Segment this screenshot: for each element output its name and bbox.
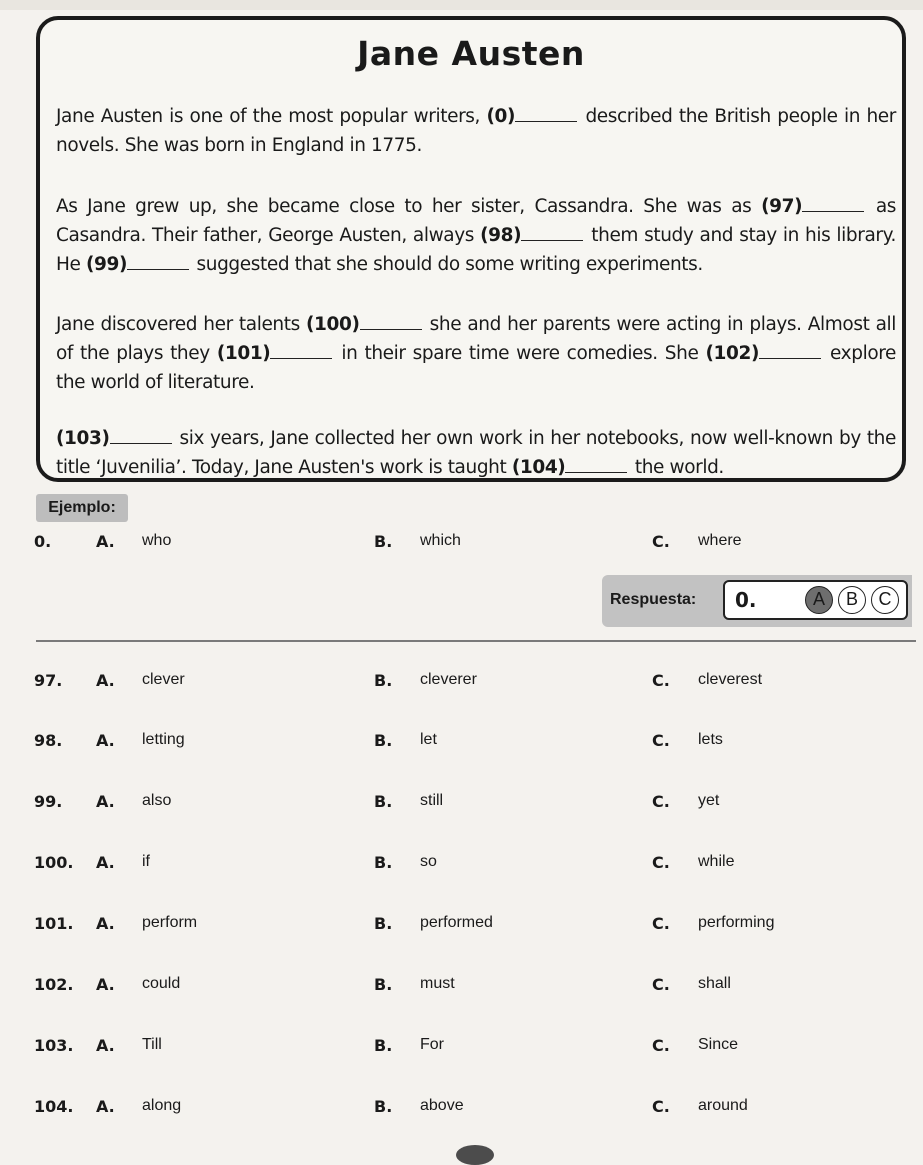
- example-letter-b: B.: [374, 532, 393, 551]
- option-c[interactable]: Since: [698, 1036, 739, 1053]
- letter-a: A.: [96, 1097, 115, 1116]
- gap-102-number: (102): [705, 343, 759, 364]
- answer-label: Respuesta:: [610, 591, 697, 608]
- answer-box: [602, 575, 912, 627]
- option-b[interactable]: cleverer: [420, 671, 477, 688]
- question-row: [0, 848, 923, 878]
- letter-b: B.: [374, 853, 393, 872]
- question-row: [0, 726, 923, 756]
- option-b[interactable]: above: [420, 1097, 464, 1114]
- example-letter-a: A.: [96, 532, 115, 551]
- paragraph-4: (103) six years, Jane collected her own work in her notebooks, now well-known by the title ‘Juvenilia’. Today, Jane Austen's work is taught (104) the world.: [56, 428, 896, 478]
- passage-title: Jane Austen: [357, 34, 585, 73]
- option-a[interactable]: perform: [142, 914, 198, 931]
- example-option-c[interactable]: where: [698, 532, 742, 549]
- answer-bubble-b[interactable]: B: [838, 586, 866, 614]
- letter-c: C.: [652, 792, 670, 811]
- question-number: 102.: [34, 975, 74, 994]
- page-top-edge: [0, 0, 923, 10]
- option-c[interactable]: cleverest: [698, 671, 763, 688]
- section-divider: [36, 640, 916, 642]
- option-c[interactable]: yet: [698, 792, 720, 809]
- gap-104-number: (104): [511, 457, 566, 478]
- letter-b: B.: [374, 914, 393, 933]
- gap-0-number: (0): [486, 106, 516, 127]
- gap-101-blank: [270, 342, 332, 359]
- gap-98-number: (98): [480, 225, 522, 246]
- gap-0-blank: [515, 105, 577, 122]
- letter-a: A.: [96, 1036, 115, 1055]
- gap-98-blank: [521, 224, 583, 241]
- letter-a: A.: [96, 853, 115, 872]
- option-b[interactable]: performed: [420, 914, 493, 931]
- letter-a: A.: [96, 792, 115, 811]
- letter-c: C.: [652, 1097, 670, 1116]
- example-tag: Ejemplo:: [36, 494, 128, 522]
- question-row: [0, 1092, 923, 1122]
- letter-b: B.: [374, 792, 393, 811]
- question-number: 99.: [34, 792, 63, 811]
- question-row: [0, 787, 923, 817]
- letter-b: B.: [374, 975, 393, 994]
- option-a[interactable]: could: [142, 975, 181, 992]
- paragraph-3: Jane discovered her talents (100) she and her parents were acting in plays. Almost all of the plays they (101) in their spare time were comedies. She (102) explore the world of literature.: [56, 314, 897, 393]
- question-number: 103.: [34, 1036, 74, 1055]
- letter-c: C.: [652, 853, 670, 872]
- question-row: [0, 970, 923, 1000]
- gap-100-number: (100): [306, 314, 360, 335]
- letter-c: C.: [652, 914, 670, 933]
- option-a[interactable]: clever: [142, 671, 185, 688]
- question-row: [0, 909, 923, 939]
- question-number: 104.: [34, 1097, 74, 1116]
- example-number: 0.: [34, 532, 52, 551]
- answer-bubble-c[interactable]: C: [871, 586, 899, 614]
- letter-b: B.: [374, 671, 393, 690]
- option-a[interactable]: if: [142, 853, 150, 870]
- letter-a: A.: [96, 731, 115, 750]
- gap-103-blank: [110, 427, 172, 444]
- question-number: 100.: [34, 853, 74, 872]
- letter-c: C.: [652, 731, 670, 750]
- passage-box: [36, 16, 906, 482]
- option-c[interactable]: lets: [698, 731, 723, 748]
- option-c[interactable]: around: [698, 1097, 748, 1114]
- option-b[interactable]: so: [420, 853, 437, 870]
- paragraph-1: Jane Austen is one of the most popular writers, (0) described the British people in her novels. She was born in England in 1775.: [56, 106, 896, 156]
- question-row: [0, 1031, 923, 1061]
- gap-100-blank: [360, 313, 422, 330]
- question-number: 101.: [34, 914, 74, 933]
- gap-97-blank: [802, 195, 864, 212]
- gap-99-number: (99): [85, 254, 128, 275]
- option-a[interactable]: also: [142, 792, 172, 809]
- option-a[interactable]: Till: [142, 1036, 162, 1053]
- example-option-a[interactable]: who: [142, 532, 172, 549]
- letter-c: C.: [652, 671, 670, 690]
- letter-a: A.: [96, 671, 115, 690]
- gap-102-blank: [759, 342, 821, 359]
- option-b[interactable]: must: [420, 975, 455, 992]
- gap-97-number: (97): [761, 196, 803, 217]
- letter-c: C.: [652, 1036, 670, 1055]
- question-row: [0, 666, 923, 696]
- option-c[interactable]: shall: [698, 975, 731, 992]
- letter-b: B.: [374, 1097, 393, 1116]
- question-number: 98.: [34, 731, 63, 750]
- letter-c: C.: [652, 975, 670, 994]
- option-b[interactable]: still: [420, 792, 444, 809]
- option-b[interactable]: For: [420, 1036, 444, 1053]
- letter-a: A.: [96, 914, 115, 933]
- gap-104-blank: [565, 456, 627, 473]
- answer-sheet: [723, 580, 908, 620]
- example-option-b[interactable]: which: [420, 532, 461, 549]
- gap-101-number: (101): [216, 343, 271, 364]
- option-b[interactable]: let: [420, 731, 437, 748]
- option-a[interactable]: letting: [142, 731, 185, 748]
- option-c[interactable]: performing: [698, 914, 775, 931]
- answer-bubble-a[interactable]: A: [805, 586, 833, 614]
- example-row: [0, 527, 923, 557]
- option-a[interactable]: along: [142, 1097, 182, 1114]
- question-number: 97.: [34, 671, 63, 690]
- letter-b: B.: [374, 1036, 393, 1055]
- paragraph-2: As Jane grew up, she became close to her sister, Cassandra. She was as (97) as Casandra. Their father, George Austen, always (98) them study and stay in his library. He (99) suggested that she should do some writing experiments.: [56, 196, 896, 275]
- gap-99-blank: [127, 253, 189, 270]
- answer-number: 0.: [735, 588, 757, 612]
- example-letter-c: C.: [652, 532, 670, 551]
- page-number-badge: [456, 1145, 494, 1165]
- letter-a: A.: [96, 975, 115, 994]
- gap-103-number: (103): [56, 428, 110, 449]
- letter-b: B.: [374, 731, 393, 750]
- option-c[interactable]: while: [698, 853, 735, 870]
